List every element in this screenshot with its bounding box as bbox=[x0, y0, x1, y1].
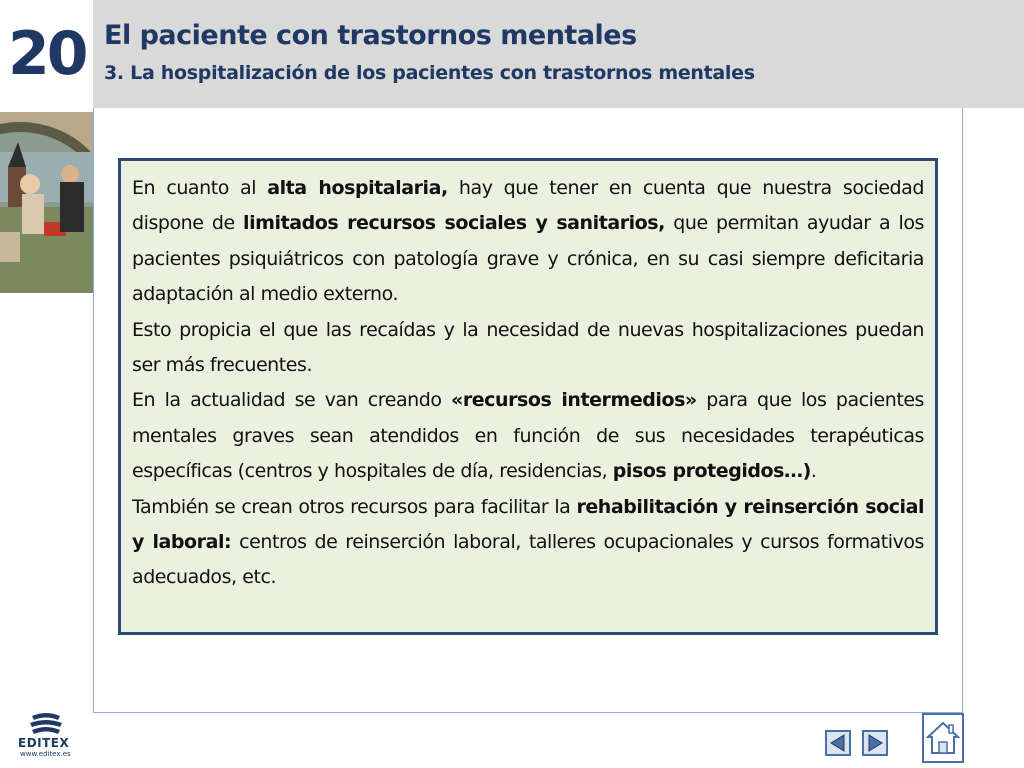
bold-text: pisos protegidos…) bbox=[612, 460, 811, 483]
home-button[interactable] bbox=[922, 713, 964, 763]
paragraph bbox=[132, 313, 924, 384]
paragraph bbox=[132, 383, 924, 489]
paragraph bbox=[132, 171, 924, 313]
text-run: que permitan ayudar a los pacientes psiquiátricos con patología grave y crónica, en su casi siempre deficitaria adaptación al medio externo. bbox=[132, 212, 924, 306]
page-title: El paciente con trastornos mentales bbox=[104, 20, 637, 51]
text-run: . bbox=[810, 460, 817, 483]
logo-url: www.editex.es bbox=[20, 750, 71, 758]
triangle-right-icon bbox=[864, 732, 886, 754]
paragraph bbox=[132, 490, 924, 596]
house-icon bbox=[924, 715, 962, 761]
previous-button[interactable] bbox=[825, 730, 851, 756]
text-run: También se crean otros recursos para facilitar la bbox=[132, 495, 577, 518]
bold-text: alta hospitalaria, bbox=[267, 177, 448, 199]
text-run: Esto propicia el que las recaídas y la necesidad de nuevas hospitalizaciones puedan ser más frecuentes. bbox=[132, 318, 924, 377]
header-bar bbox=[93, 0, 1024, 108]
text-run: En cuanto al bbox=[132, 177, 268, 199]
next-button[interactable] bbox=[862, 730, 888, 756]
bold-text: limitados recursos sociales y sanitarios, bbox=[243, 212, 665, 235]
text-run: En la actualidad se van creando bbox=[132, 389, 451, 412]
text-run: centros de reinserción laboral, talleres ocupacionales y cursos formativos adecuados, etc. bbox=[132, 531, 924, 589]
painting-image bbox=[0, 112, 93, 293]
triangle-left-icon bbox=[827, 732, 849, 754]
logo-text: EDITEX bbox=[18, 736, 70, 750]
text-run: para que los pacientes mentales graves sean atendidos en función de sus necesidades terapéuticas específicas (centros y hospitales de día, residencias, bbox=[132, 389, 925, 483]
bold-text: rehabilitación y reinserción social y laboral: bbox=[132, 495, 925, 554]
chapter-number: 20 bbox=[8, 19, 86, 89]
text-run: hay que tener en cuenta que nuestra sociedad dispone de bbox=[132, 177, 924, 235]
page-subtitle: 3. La hospitalización de los pacientes con trastornos mentales bbox=[104, 62, 755, 84]
bold-text: «recursos intermedios» bbox=[451, 389, 697, 412]
text-box bbox=[118, 158, 938, 635]
